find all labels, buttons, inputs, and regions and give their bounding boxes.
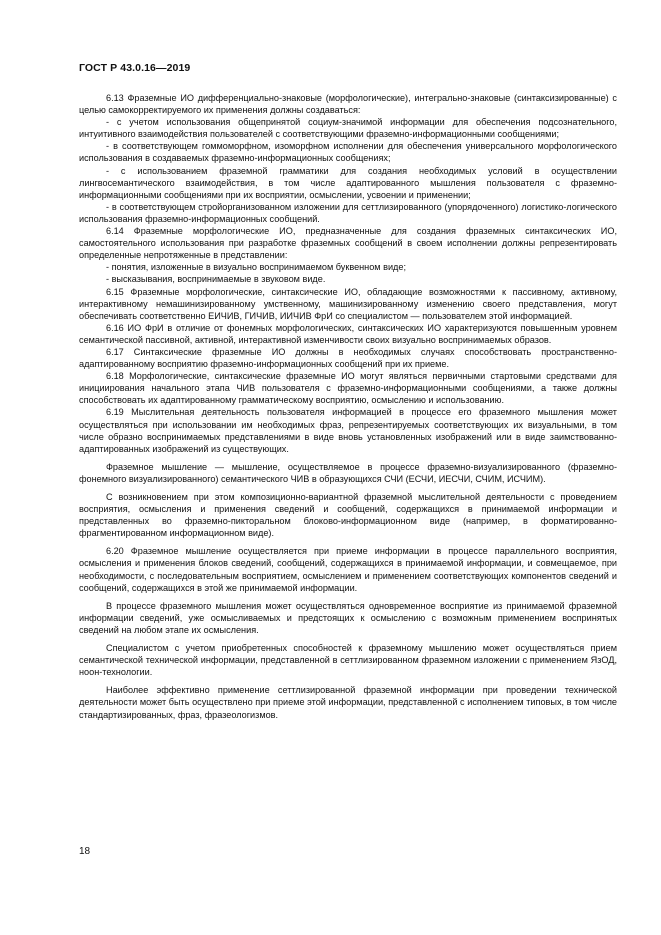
paragraph: Специалистом с учетом приобретенных способностей к фраземному мышлению может осуществляться прием семантической технической информации, представленной в сеттлизированном фраземном изложении с применением ЯзОД, ноон-технологии. [79, 643, 617, 678]
list-item: - понятия, изложенные в визуально воспринимаемом буквенном виде; [106, 262, 406, 273]
paragraph-6-18: 6.18 Морфологические, синтаксические фраземные ИО могут являться первичными стартовыми средствами для инициирования начального этапа ЧИВ пользователя с фраземно-информационными сообщениями, а также должны способствовать их адаптированному грамматическому восприятию, осмыслению и использованию. [79, 371, 617, 406]
document-header: ГОСТ Р 43.0.16—2019 [79, 62, 191, 74]
list-item: - с учетом использования общепринятой социум-значимой информации для обеспечения подсознательного, интуитивного взаимодействия пользователей с соответствующими фраземно-информационными сообщениями; [79, 117, 617, 140]
list-item: - в соответствующем стройорганизованном изложении для сеттлизированного (упорядоченного) логистико-логического использования фраземно-информационных сообщений. [79, 201, 617, 224]
paragraph-6-15: 6.15 Фраземные морфологические, синтаксические ИО, обладающие возможностями к пассивному, активному, интерактивному немашинизированному умственному, машинизированному изменению своего представления, могут обеспечивать соответственно ЕИЧИВ, ГИЧИВ, ИИЧИВ ФрИ со специалистом — пользователем этой информацией. [79, 286, 617, 321]
paragraph-definition: Фраземное мышление — мышление, осуществляемое в процессе фраземно-визуализированного (фраземно-фонемного визуализированного) семантического ЧИВ в образующихся СЧИ (ЕСЧИ, ИЕСЧИ, СЧИМ, ИСЧИМ). [79, 461, 617, 484]
paragraph-6-16: 6.16 ИО ФрИ в отличие от фонемных морфологических, синтаксических ИО характеризуются повышенным уровнем семантической пассивной, активной, интерактивной изменчивости своих визуально воспринимаемых образов. [79, 322, 617, 345]
paragraph: Наиболее эффективно применение сеттлизированной фраземной информации при проведении технической деятельности может быть осуществлено при приеме этой информации, представленной с исполнением типовых, в том числе стандартизированных, фраз, фразеологизмов. [79, 685, 617, 720]
paragraph: В процессе фраземного мышления может осуществляться одновременное восприятие из принимаемой фраземной информации сведений, уже осмысливаемых и предстоящих к осмыслению с возможным применением воспринятых сведений на любом этапе их осмысления. [79, 600, 617, 635]
paragraph-6-20: 6.20 Фраземное мышление осуществляется при приеме информации в процессе параллельного восприятия, осмысления и применения блоков сведений, сообщений, содержащихся в принимаемой информации, и совмещаемое, при необходимости, с последовательным восприятием, осмыслением и применением соответствующих компонентов сведений и сообщений, содержащихся в этой же принимаемой информации. [79, 546, 617, 593]
list-item: - в соответствующем гоммоморфном, изоморфном исполнении для обеспечения универсального морфологического использования в создаваемых фраземно-информационных сообщениях; [79, 141, 617, 164]
paragraph-6-14: 6.14 Фраземные морфологические ИО, предназначенные для создания фраземных синтаксических ИО, самостоятельного использования при разработке фраземных сообщений в своем исполнении должны репрезентировать определенные непротяженные в представлении: [79, 226, 617, 261]
list-item: - с использованием фраземной грамматики для создания необходимых условий в осуществлении лингвосемантического взаимодействия, в том числе адаптированного мышления пользователя с фраземно-информационными сообщениями при их восприятии, осмыслении, усвоении и применении; [79, 165, 617, 200]
page-number: 18 [79, 846, 91, 857]
paragraph: С возникновением при этом композиционно-вариантной фраземной мыслительной деятельности с проведением восприятия, осмысления и применения сведений и сообщений, содержащихся в принимаемой информации и представленных во фраземно-пикторальном блоково-информационном виде (например, в форматированно-фрагментированном информационном виде). [79, 492, 617, 539]
paragraph-6-19: 6.19 Мыслительная деятельность пользователя информацией в процессе его фраземного мышления может осуществляться при использовании им необходимых фраз, репрезентируемых соответствующих их визуальными, в том числе образно воспринимаемых представлениями в виде вновь установленных изображений или в виде заимствованно-адаптированных изображений из существующих. [79, 407, 617, 454]
list-item: - высказывания, воспринимаемые в звуковом виде. [106, 274, 326, 285]
body-text [79, 92, 617, 721]
paragraph-6-17: 6.17 Синтаксические фраземные ИО должны в необходимых случаях способствовать пространственно-адаптированному восприятию фраземно-информационных сообщений при их приеме. [79, 346, 617, 370]
paragraph-6-13: 6.13 Фраземные ИО дифференциально-знаковые (морфологические), интегрально-знаковые (синтаксизированные) с целью самокорректируемого их применения должны создаваться: [79, 93, 617, 116]
